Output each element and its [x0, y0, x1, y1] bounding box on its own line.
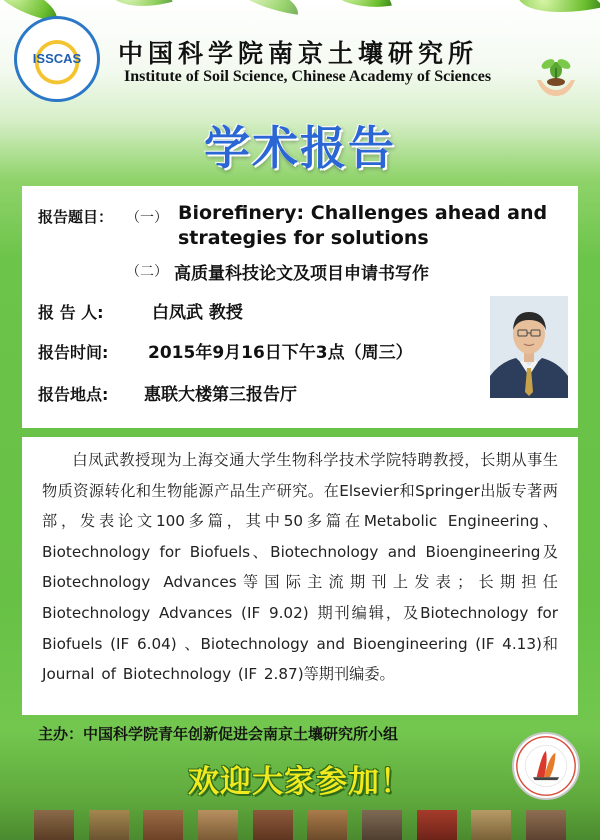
speaker-bio-box — [22, 437, 578, 715]
lecture-info-box — [22, 186, 578, 428]
header — [0, 0, 600, 100]
soil-sample — [89, 810, 129, 840]
time-label: 报告时间: — [38, 343, 109, 362]
host-organizer: 主办：中国科学院青年创新促进会南京土壤研究所小组 — [38, 725, 399, 743]
speaker-label: 报 告 人: — [38, 303, 104, 322]
soil-sample — [307, 810, 347, 840]
speaker-bio: 白凤武教授现为上海交通大学生物科学技术学院特聘教授，长期从事生物质资源转化和生物能源产品生产研究。在Elsevier和Springer出版专著两部，发表论文100多篇，其中50多篇在Metabolic Engineering、Biotechnology for Biofuels、Biotechnology and Bioengineering及Biotechnology Advances等国际主流期刊上发表；长期担任Biotechnology Advances (IF 9.02) 期刊编辑，及Biotechnology for Biofuels (IF 6.04) 、Biotechnology and Bioengineering (IF 4.13)和Journal of Biotechnology (IF 2.87)等期刊编委。 — [42, 451, 558, 684]
org-name-en: Institute of Soil Science, Chinese Academy of Sciences — [124, 68, 492, 85]
soil-sample — [471, 810, 511, 840]
youth-association-badge-icon — [512, 732, 580, 800]
speaker-portrait — [490, 296, 568, 398]
location-label: 报告地点: — [38, 385, 109, 404]
page-title: 学术报告 — [204, 121, 396, 175]
soil-sample — [34, 810, 74, 840]
soil-sample — [417, 810, 457, 840]
topic-label: 报告题目： — [38, 208, 114, 226]
soil-sample — [143, 810, 183, 840]
topic2-title: 高质量科技论文及项目申请书写作 — [174, 264, 429, 284]
soil-sample — [198, 810, 238, 840]
lecture-location: 惠联大楼第三报告厅 — [144, 385, 297, 405]
soil-samples-strip — [0, 810, 600, 840]
isscas-logo — [14, 16, 100, 102]
topic1-number: （一） — [126, 210, 168, 226]
topic2-number: （二） — [126, 264, 168, 280]
hands-seedling-icon — [533, 50, 579, 100]
topic1-title: Biorefinery: Challenges ahead and strategies for solutions — [178, 202, 548, 249]
logo-text: ISSCAS — [32, 51, 82, 66]
welcome-text: 欢迎大家参加！ — [188, 764, 412, 800]
lecture-time: 2015年9月16日下午3点（周三） — [148, 343, 413, 363]
soil-sample — [526, 810, 566, 840]
soil-sample — [253, 810, 293, 840]
soil-sample — [362, 810, 402, 840]
org-name-cn: 中国科学院南京土壤研究所 — [118, 39, 479, 68]
speaker-name: 白凤武 教授 — [152, 303, 243, 323]
